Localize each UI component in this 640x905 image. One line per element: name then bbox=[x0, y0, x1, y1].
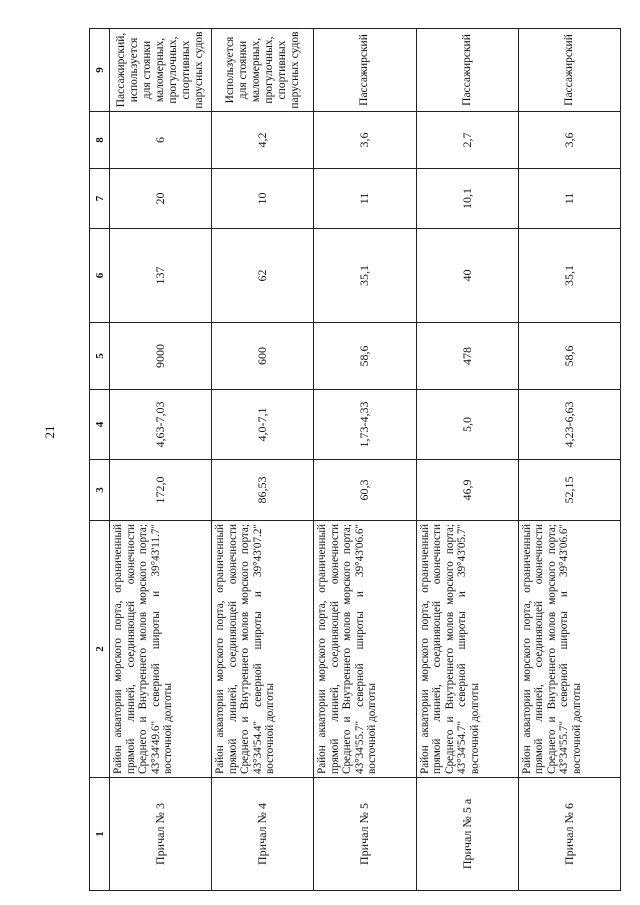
cell-col7: 11 bbox=[518, 169, 620, 229]
cell-col6: 62 bbox=[212, 229, 314, 323]
berth-name: Причал № 4 bbox=[212, 778, 314, 891]
berth-description: Район акватории морского порта, ограниченный прямой линией, соединяющей оконечности Среднего и Внутреннего молов морского порта; 43°34'54.7" северной широты и 39°43'05.7" восточной долготы bbox=[416, 521, 518, 778]
berth-name: Причал № 3 bbox=[110, 778, 212, 891]
berth-purpose: Пассажирский bbox=[314, 29, 416, 112]
cell-col3: 86,53 bbox=[212, 460, 314, 521]
table-row bbox=[314, 29, 416, 891]
cell-col3: 46,9 bbox=[416, 460, 518, 521]
berths-table bbox=[89, 28, 621, 891]
cell-col8: 4,2 bbox=[212, 112, 314, 169]
cell-col5: 58,6 bbox=[518, 323, 620, 390]
cell-col8: 3,6 bbox=[314, 112, 416, 169]
cell-col3: 172,0 bbox=[110, 460, 212, 521]
cell-col4: 4,63-7,03 bbox=[110, 390, 212, 460]
cell-col5: 58,6 bbox=[314, 323, 416, 390]
table-header-row bbox=[90, 29, 110, 891]
berth-purpose: Пассажирский bbox=[416, 29, 518, 112]
cell-col7: 11 bbox=[314, 169, 416, 229]
cell-col3: 60,3 bbox=[314, 460, 416, 521]
cell-col4: 4,0-7,1 bbox=[212, 390, 314, 460]
cell-col5: 9000 bbox=[110, 323, 212, 390]
cell-col7: 20 bbox=[110, 169, 212, 229]
cell-col4: 1,73-4,33 bbox=[314, 390, 416, 460]
berth-description: Район акватории морского порта, ограниченный прямой линией, соединяющей оконечности Среднего и Внутреннего молов морского порта; 43°34'55.7" северной широты и 39°43'06.6" восточной долготы bbox=[518, 521, 620, 778]
berth-description: Район акватории морского порта, ограниченный прямой линией, соединяющей оконечности Среднего и Внутреннего молов морского порта; 43°34'55.7" северной широты и 39°43'06.6" восточной долготы bbox=[314, 521, 416, 778]
cell-col5: 478 bbox=[416, 323, 518, 390]
column-header: 7 bbox=[90, 169, 110, 229]
table-row bbox=[518, 29, 620, 891]
berth-name: Причал № 6 bbox=[518, 778, 620, 891]
cell-col5: 600 bbox=[212, 323, 314, 390]
column-header: 2 bbox=[90, 521, 110, 778]
column-header: 4 bbox=[90, 390, 110, 460]
cell-col6: 35,1 bbox=[518, 229, 620, 323]
table-row bbox=[110, 29, 212, 891]
berth-name: Причал № 5 bbox=[314, 778, 416, 891]
berth-purpose: Пассажирский, используется для стоянки маломерных, прогулочных, спортивных парусных судов bbox=[110, 29, 212, 112]
berth-purpose: Пассажирский bbox=[518, 29, 620, 112]
rotated-table-container bbox=[89, 29, 621, 891]
cell-col6: 35,1 bbox=[314, 229, 416, 323]
table-row bbox=[212, 29, 314, 891]
berth-name: Причал № 5 а bbox=[416, 778, 518, 891]
cell-col8: 6 bbox=[110, 112, 212, 169]
column-header: 6 bbox=[90, 229, 110, 323]
cell-col6: 137 bbox=[110, 229, 212, 323]
cell-col4: 4,23-6,63 bbox=[518, 390, 620, 460]
cell-col6: 40 bbox=[416, 229, 518, 323]
column-header: 9 bbox=[90, 29, 110, 112]
cell-col7: 10 bbox=[212, 169, 314, 229]
cell-col8: 2,7 bbox=[416, 112, 518, 169]
column-header: 1 bbox=[90, 778, 110, 891]
column-header: 5 bbox=[90, 323, 110, 390]
berth-purpose: Используется для стоянки маломерных, прогулочных, спортивных парусных судов bbox=[212, 29, 314, 112]
berth-description: Район акватории морского порта, ограниченный прямой линией, соединяющей оконечности Среднего и Внутреннего молов морского порта; 43°34'49.6" северной широты и 39°43'11.7" восточной долготы bbox=[110, 521, 212, 778]
cell-col3: 52,15 bbox=[518, 460, 620, 521]
cell-col7: 10,1 bbox=[416, 169, 518, 229]
page-number: 21 bbox=[42, 425, 57, 439]
berth-description: Район акватории морского порта, ограниченный прямой линией, соединяющей оконечности Среднего и Внутреннего молов морского порта; 43°34'54.4" северной широты и 39°43'07.2" восточной долготы bbox=[212, 521, 314, 778]
column-header: 8 bbox=[90, 112, 110, 169]
cell-col4: 5,0 bbox=[416, 390, 518, 460]
table-row bbox=[416, 29, 518, 891]
column-header: 3 bbox=[90, 460, 110, 521]
cell-col8: 3,6 bbox=[518, 112, 620, 169]
